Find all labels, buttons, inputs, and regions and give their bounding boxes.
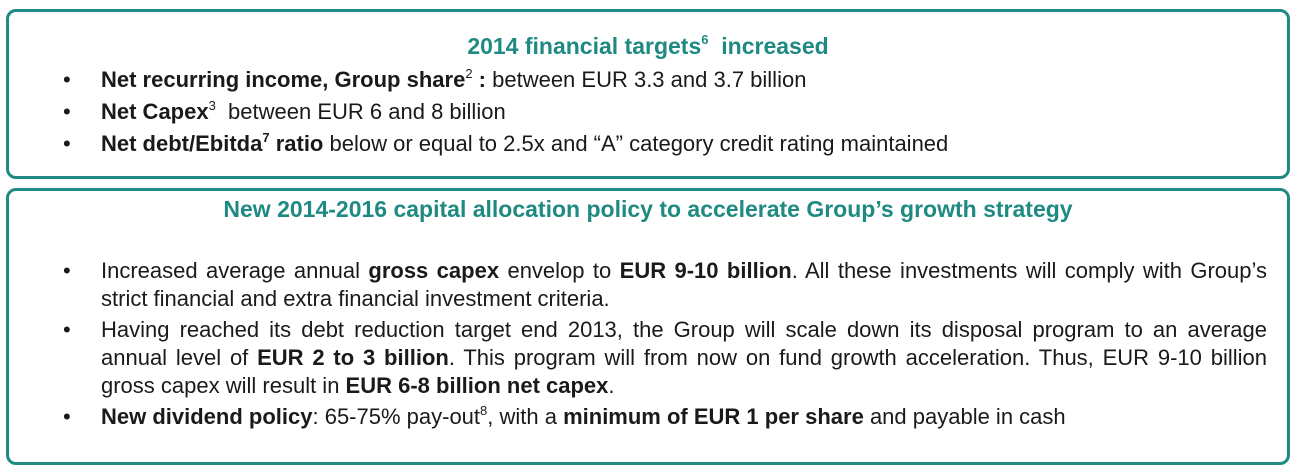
list-item: • New dividend policy: 65-75% pay-out$^8$, with a minimum of EUR 1 per share and payable in cash <box>63 402 1066 429</box>
list-item: • Having reached its debt reduction target end 2013, the Group will scale down its disposal program to an average annual level of EUR 2 to 3 billion. This program will from now on fund growth acceleration. Thus, EUR 9-10 billion gross capex will result in EUR 6-8 billion net capex. <box>63 317 1267 398</box>
financial-targets-title: 2014 financial targets$^6$ increased <box>467 32 829 59</box>
financial-targets-list <box>63 64 1267 160</box>
bullet-icon: • <box>63 404 71 429</box>
bullet-icon: • <box>63 258 71 283</box>
bullet-icon: • <box>63 131 71 156</box>
bullet-icon: • <box>63 317 71 342</box>
list-item: • Net recurring income, Group share$^2$ : between EUR 3.3 and 3.7 billion <box>63 64 1267 96</box>
list-item: • Net debt/Ebitda$^7$ ratio below or equal to 2.5x and “A” category credit rating maintained <box>63 128 1267 160</box>
bullet-icon: • <box>63 67 71 92</box>
capital-allocation-title: New 2014-2016 capital allocation policy to accelerate Group’s growth strategy <box>223 196 1073 222</box>
bullet-icon: • <box>63 99 71 124</box>
capital-allocation-box <box>6 188 1290 465</box>
list-item: • Net Capex$^3$ between EUR 6 and 8 billion <box>63 96 1267 128</box>
list-item: • Increased average annual gross capex envelop to EUR 9-10 billion. All these investments will comply with Group’s strict financial and extra financial investment criteria. <box>63 258 1267 311</box>
capital-allocation-list <box>63 257 1267 431</box>
footnote-6: 6 <box>701 32 709 48</box>
financial-targets-box <box>6 9 1290 179</box>
